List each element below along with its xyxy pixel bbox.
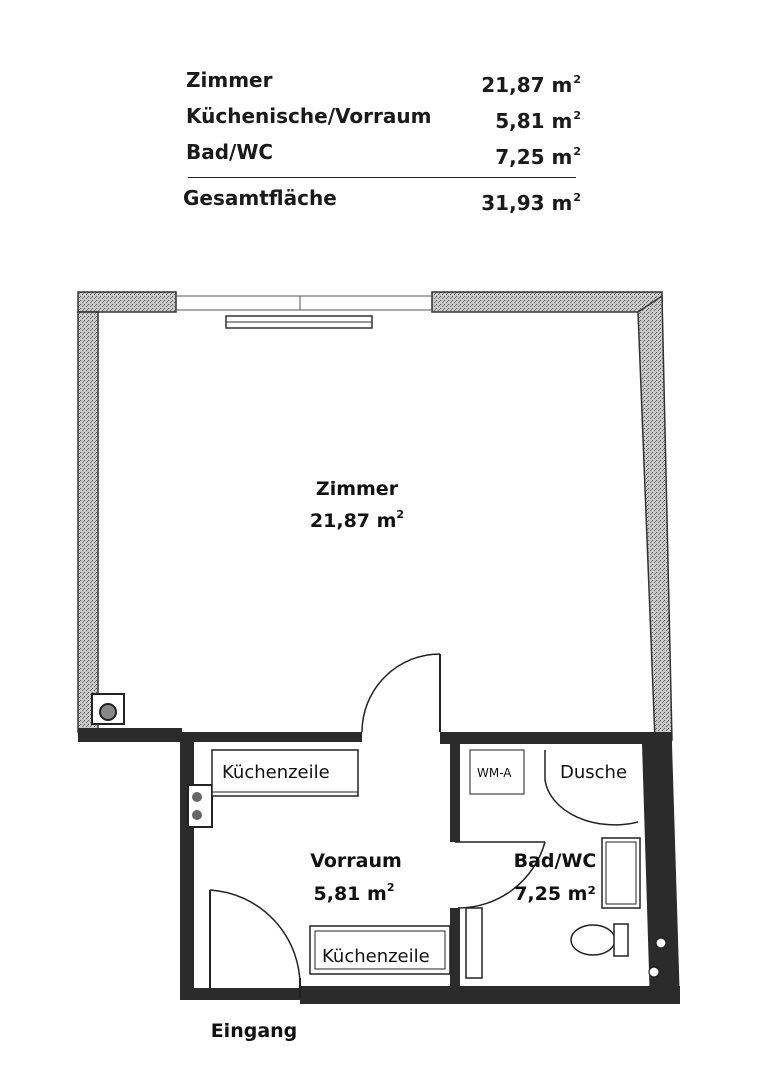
- kitchen-counter-bottom: [310, 926, 450, 974]
- vent-icon: [188, 785, 212, 827]
- kitchen-label-top: Küchenzeile: [222, 762, 330, 783]
- entrance-door: [210, 890, 300, 998]
- vorraum-name: Vorraum: [310, 850, 402, 872]
- vorraum-area: 5,81 $m^2$: [313, 881, 395, 905]
- kitchen-label-bottom: Küchenzeile: [322, 946, 430, 967]
- kitchen-counter-top: [212, 750, 358, 796]
- window: [176, 296, 432, 328]
- area-value: 5,81 $m^2$: [495, 109, 581, 133]
- washbasin: [602, 838, 640, 908]
- total-label: Gesamtfläche: [183, 186, 337, 210]
- shower: [545, 750, 639, 825]
- entrance-label: Eingang: [210, 1020, 298, 1042]
- area-label: Küchenische/Vorraum: [186, 104, 432, 128]
- chimney-icon: [92, 694, 124, 724]
- fixture-icon: [656, 938, 666, 948]
- area-value: 7,25 $m^2$: [495, 145, 581, 169]
- area-label: Zimmer: [186, 68, 273, 92]
- interior-wall: [180, 732, 362, 742]
- zimmer-name: Zimmer: [315, 478, 399, 500]
- washing-machine-box: [470, 750, 524, 794]
- shower-label: Dusche: [560, 762, 628, 783]
- wm-label: WM-A: [477, 766, 512, 780]
- bad-name: Bad/WC: [513, 850, 597, 872]
- bad-area: 7,25 m²: [514, 883, 596, 905]
- total-value: 31,93 $m^2$: [481, 191, 581, 215]
- zimmer-area: 21,87 $m^2$: [309, 508, 405, 532]
- area-label: Bad/WC: [186, 140, 274, 164]
- fixture-icon: [649, 967, 659, 977]
- door-zimmer: [362, 654, 440, 732]
- toilet-icon: [571, 924, 628, 956]
- interior-wall: [440, 732, 672, 744]
- area-value: 21,87 $m^2$: [481, 73, 581, 97]
